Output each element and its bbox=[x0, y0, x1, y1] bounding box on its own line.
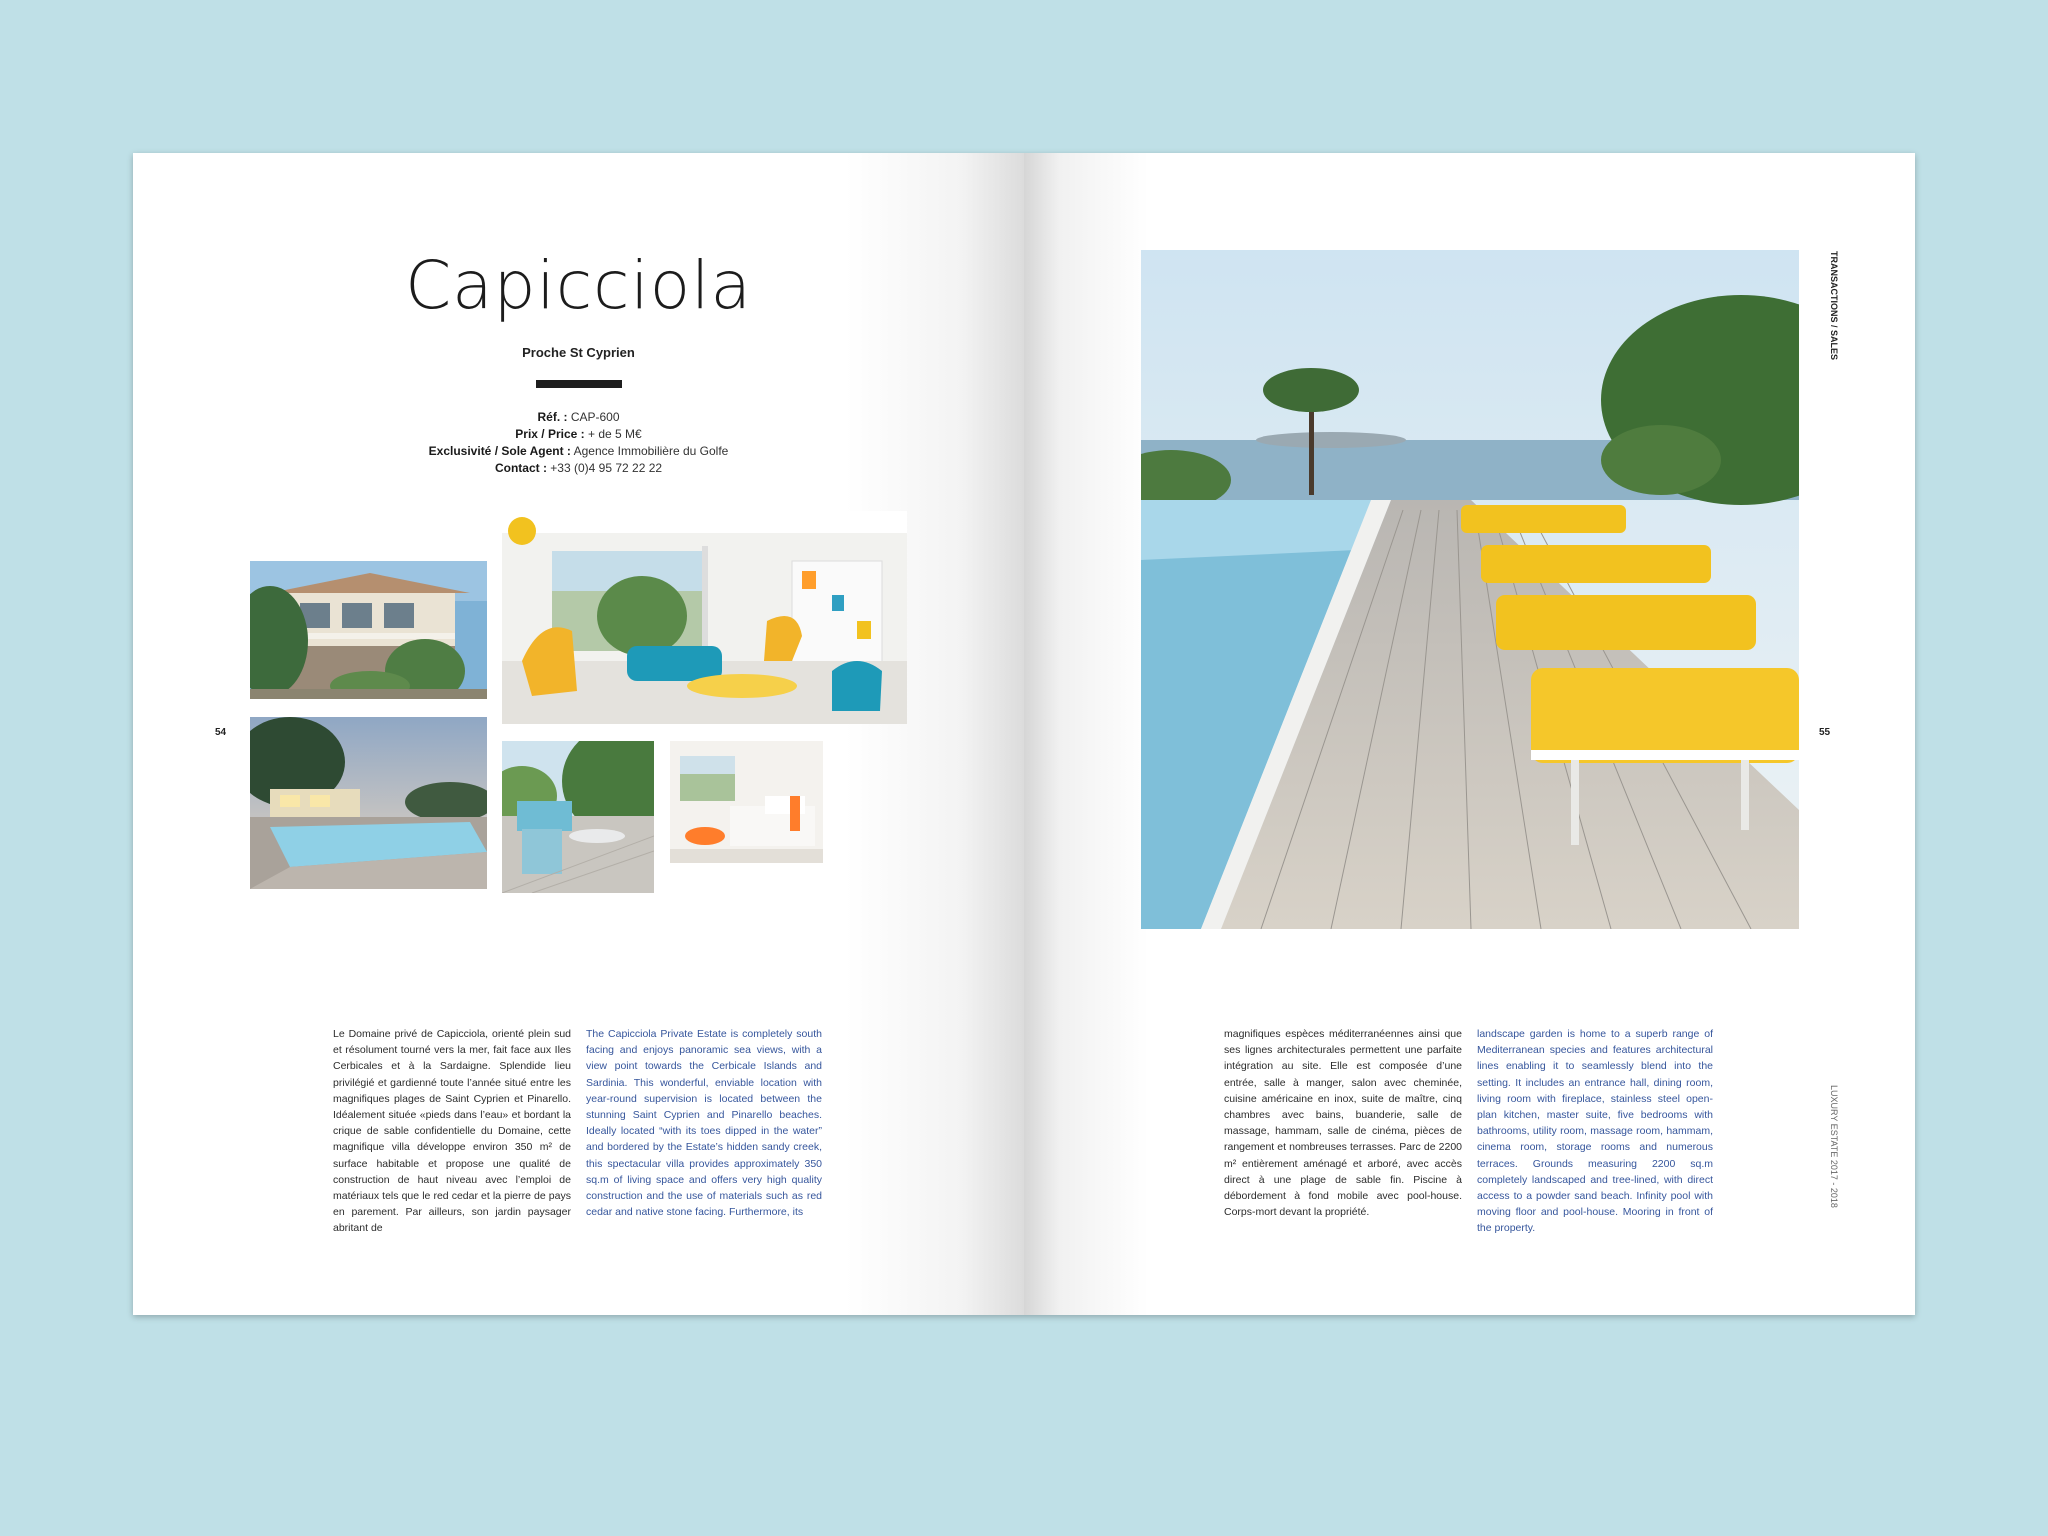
terrace-chairs-photo bbox=[502, 741, 654, 893]
villa-exterior-photo bbox=[250, 561, 487, 699]
location-subtitle: Proche St Cyprien bbox=[522, 345, 635, 360]
magazine-spread bbox=[133, 153, 1915, 1315]
pool-deck-photo bbox=[1141, 250, 1799, 929]
detail-price: Prix / Price : + de 5 M€ bbox=[515, 427, 642, 441]
page-title: Capicciola bbox=[405, 247, 752, 324]
body-text-english-left: The Capicciola Private Estate is completely south facing and enjoys panoramic sea views, with a view point towards the Cerbicale Islands and Sardinia. This wonderful, enviable location with year-round supervision is located between the stunning Saint Cyprien and Pinarello beaches. Ideally located “with its toes dipped in the water” and bordered by the Estate’s hidden sandy creek, this spectacular villa provides approximately 350 sq.m of living space and offers very high quality construction and the use of materials such as red cedar and native stone facing. Furthermore, its bbox=[586, 1028, 822, 1219]
body-text-english-right: landscape garden is home to a superb range of Mediterranean species and features architectural lines enabling it to seamlessly blend into the setting. It includes an entrance hall, dining room, living room with fireplace, stainless steel open-plan kitchen, master suite, five bedrooms with bathrooms, utility room, massage room, hammam, cinema room, storage rooms and numerous terraces. Grounds measuring 2200 sq.m completely landscaped and tree-lined, with direct access to a powder sand beach. Infinity pool with moving floor and pool-house. Mooring in front of the property. bbox=[1477, 1028, 1713, 1235]
detail-agent: Exclusivité / Sole Agent : Agence Immobilière du Golfe bbox=[428, 444, 729, 458]
left-page bbox=[133, 153, 1024, 1315]
page-number-left: 54 bbox=[215, 727, 227, 738]
section-label: TRANSACTIONS / SALES bbox=[1829, 251, 1839, 361]
title-rule bbox=[536, 380, 622, 388]
issue-label: LUXURY ESTATE 2017 - 2018 bbox=[1829, 1085, 1839, 1208]
body-text-french-right: magnifiques espèces méditerranéennes ainsi que ses lignes architecturales permettent une parfaite intégration au site. Elle est composée d’une entrée, salle à manger, salon avec cheminée, cuisine américaine en inox, suite de maître, cinq chambres avec bains, buanderie, salle de massage, hammam, salle de cinéma, pièces de rangement et nombreuses terrasses. Parc de 2200 m² entièrement aménagé et arboré, avec accès direct à une plage de sable fin. Piscine à débordement à fond mobile avec pool-house. Corps-mort devant la propriété. bbox=[1224, 1028, 1462, 1219]
pool-dusk-photo bbox=[250, 717, 487, 889]
right-page bbox=[1024, 153, 1915, 1315]
detail-contact: Contact : +33 (0)4 95 72 22 22 bbox=[494, 461, 663, 475]
living-room-photo bbox=[502, 511, 907, 724]
page-number-right: 55 bbox=[1819, 727, 1831, 738]
body-text-french-left: Le Domaine privé de Capicciola, orienté plein sud et résolument tourné vers la mer, fait face aux Iles Cerbicales et à la Sardaigne. Splendide lieu privilégié et gardienné toute l’année situé entre les magnifiques plages de Saint Cyprien et Pinarello. Idéalement située «pieds dans l’eau» et bordant la crique de sable confidentielle du Domaine, cette magnifique villa développe environ 350 m² de surface habitable et propose une qualité de construction de haut niveau avec l’emploi de matériaux tels que le red cedar et la pierre de pays en parement. Par ailleurs, son jardin paysager abritant de bbox=[333, 1028, 571, 1235]
detail-reference: Réf. : CAP-600 bbox=[537, 410, 620, 424]
bedroom-photo bbox=[670, 741, 823, 863]
property-details bbox=[133, 409, 1024, 477]
